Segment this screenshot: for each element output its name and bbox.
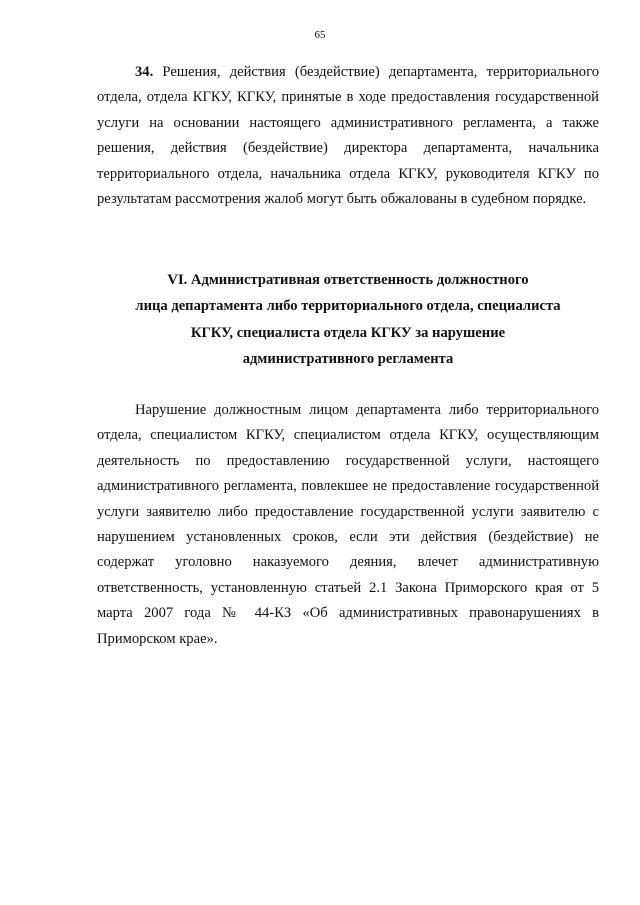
clause-34-text: Решения, действия (бездействие) департамента, территориального отдела, отдела КГКУ, КГКУ, принятые в ходе предоставления государственной услуги на основании настоящего административного регламента, а также решения, действия (бездействие) директора департамента, начальника территориального отдела, начальника отдела КГКУ, руководителя КГКУ по результатам рассмотрения жалоб могут быть обжалованы в судебном порядке. <box>97 64 599 208</box>
section-heading-line-4: административного регламента <box>242 350 454 367</box>
violation-paragraph: Нарушение должностным лицом департамента либо территориального отдела, специалистом КГКУ, специалистом отдела КГКУ, осуществляющим деятельность по предоставлению государственной услуги, настоящего административного регламента, повлекшее не предоставление государственной услуги заявителю либо предоставление государственной услуги заявителю с нарушением установленных сроков, если эти действия (бездействие) не содержат уголовно наказуемого деяния, влечет административную ответственность, установленную статьей 2.1 Закона Приморского края от 5 марта 2007 года № 44-КЗ «Об административных правонарушениях в Приморском крае». <box>97 402 599 647</box>
clause-number: 34. <box>135 64 154 80</box>
page-number: 65 <box>314 29 326 41</box>
clause-34-paragraph <box>97 60 599 212</box>
section-heading-line-2: лица департамента либо территориального отдела, специалиста <box>135 298 561 315</box>
section-heading-line-1: VI. Административная ответственность должностного <box>167 272 529 288</box>
section-heading-line-3: КГКУ, специалиста отдела КГКУ за нарушение <box>190 324 506 341</box>
section-heading <box>97 267 599 372</box>
